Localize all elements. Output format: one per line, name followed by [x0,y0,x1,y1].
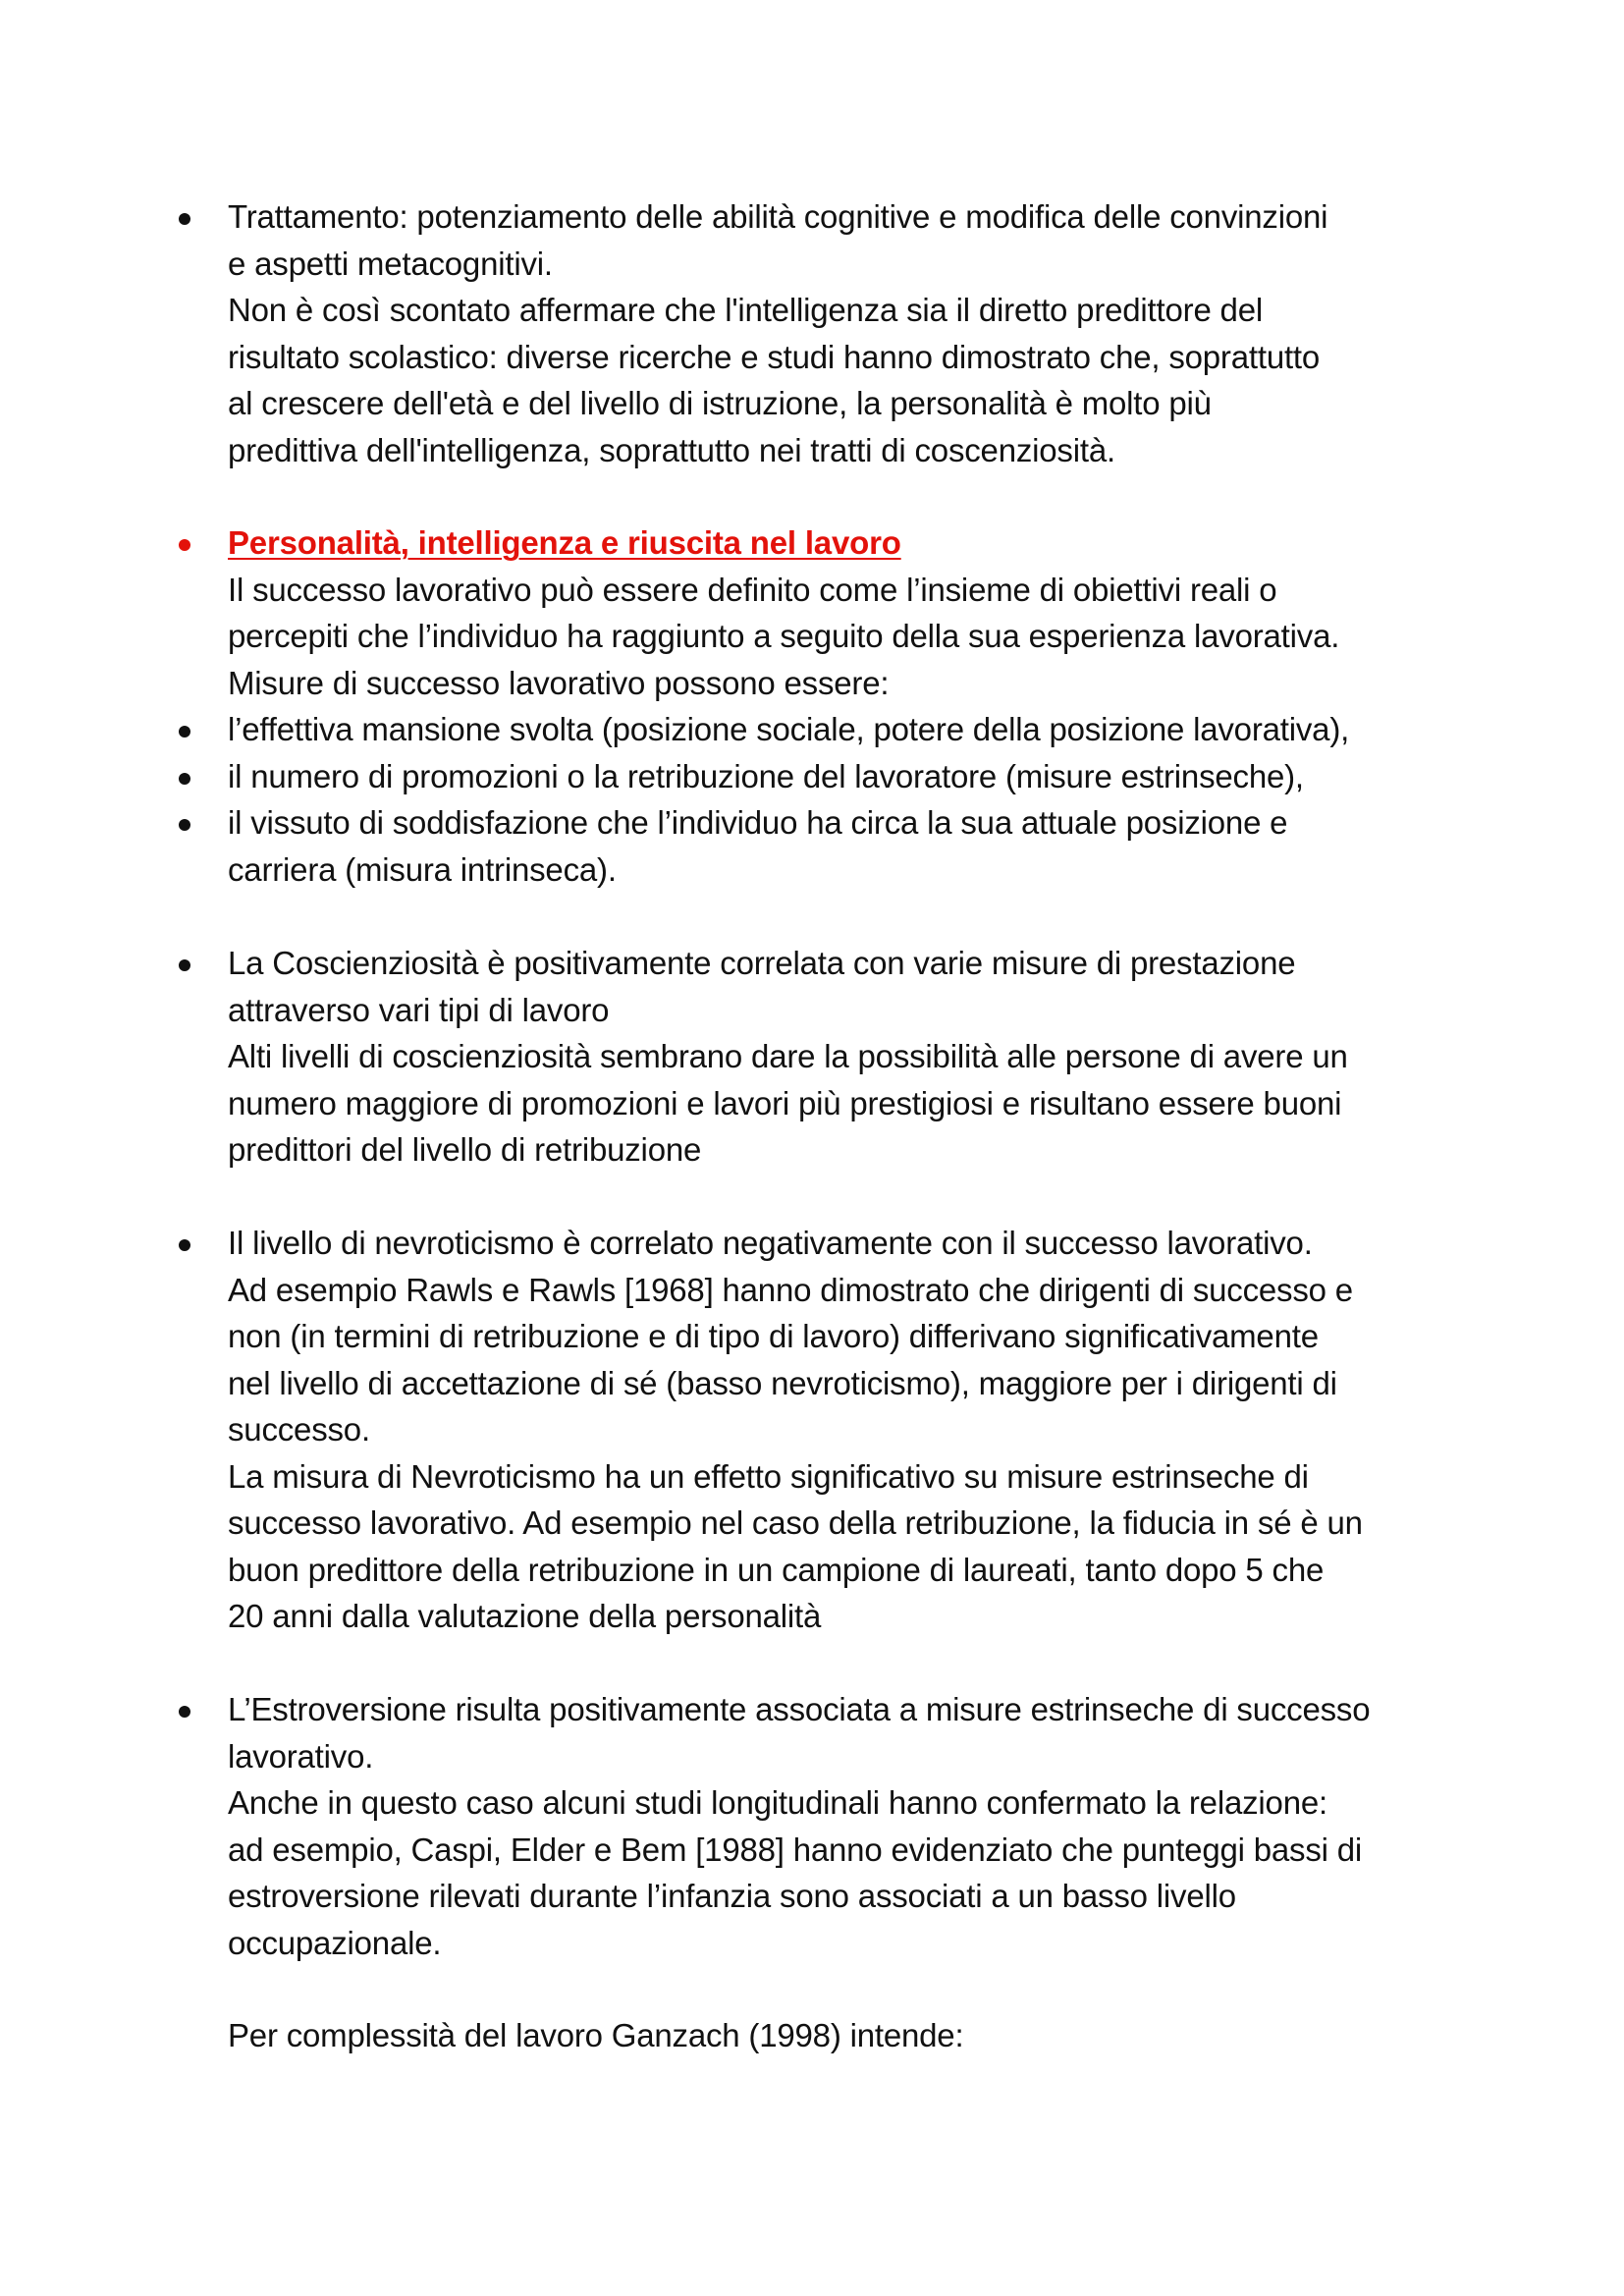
text-line: La misura di Nevroticismo ha un effetto significativo su misure estrinseche di [228,1457,1309,1495]
text-line: Ad esempio Rawls e Rawls [1968] hanno dimostrato che dirigenti di successo e [228,1271,1353,1308]
text-line: Non è così scontato affermare che l'intelligenza sia il diretto predittore del [228,292,1263,328]
text-line: carriera (misura intrinseca). [228,850,617,888]
paragraph-complessita [228,2012,1504,2059]
text-line: attraverso vari tipi di lavoro [228,991,610,1028]
text-line: Il livello di nevroticismo è correlato negativamente con il successo lavorativo. [228,1225,1313,1261]
text-line: il numero di promozioni o la retribuzione del lavoratore (misure estrinseche), [228,758,1304,794]
text-line: risultato scolastico: diverse ricerche e studi hanno dimostrato che, soprattutto [228,338,1321,375]
text-line: il vissuto di soddisfazione che l’individuo ha circa la sua attuale posizione e [228,804,1288,841]
bullet-icon [179,819,190,831]
text-line: La Coscienziosità è positivamente correlata con varie misure di prestazione [228,945,1296,981]
bullet-icon [179,1239,190,1251]
text-line: Anche in questo caso alcuni studi longitudinali hanno confermato la relazione: [228,1784,1327,1821]
text-line: nel livello di accettazione di sé (basso nevroticismo), maggiore per i dirigenti di [228,1364,1337,1401]
bullet-icon [179,213,190,225]
paragraph-coscienziosita [228,940,1504,1174]
bullet-icon [179,959,190,971]
paragraph-nevroticismo [228,1220,1504,1640]
bullet-icon [179,726,190,738]
bullet-icon [179,773,190,785]
text-line: lavorativo. [228,1737,374,1775]
text-line: occupazionale. [228,1924,442,1961]
text-line: al crescere dell'età e del livello di istruzione, la personalità è molto più [228,385,1212,421]
text-line: numero maggiore di promozioni e lavori più prestigiosi e risultano essere buoni [228,1084,1342,1121]
paragraph-trattamento [228,193,1504,473]
text-line: predittiva dell'intelligenza, soprattutto nei tratti di coscenziosità. [228,431,1115,468]
text-line: ad esempio, Caspi, Elder e Bem [1988] hanno evidenziato che punteggi bassi di [228,1831,1363,1868]
text-line: buon predittore della retribuzione in un campione di laureati, tanto dopo 5 che [228,1551,1325,1588]
text-line: estroversione rilevati durante l’infanzia sono associati a un basso livello [228,1878,1236,1914]
text-line: non (in termini di retribuzione e di tipo di lavoro) differivano significativamente [228,1318,1319,1354]
text-line: Il successo lavorativo può essere definito come l’insieme di obiettivi reali o [228,571,1277,608]
text-line: predittori del livello di retribuzione [228,1131,702,1168]
text-line: successo. [228,1411,370,1448]
text-line: L’Estroversione risulta positivamente associata a misure estrinseche di successo [228,1691,1371,1727]
list-item [228,753,1504,800]
text-line: Trattamento: potenziamento delle abilità cognitive e modifica delle convinzioni [228,198,1328,235]
text-line: successo lavorativo. Ad esempio nel caso della retribuzione, la fiducia in sé è un [228,1504,1363,1541]
text-line: l’effettiva mansione svolta (posizione sociale, potere della posizione lavorativa), [228,711,1350,747]
text-line: Alti livelli di coscienziosità sembrano dare la possibilità alle persone di avere un [228,1038,1348,1074]
section-heading: Personalità, intelligenza e riuscita nel lavoro [228,524,901,561]
list-item [228,706,1504,753]
text-line: Per complessità del lavoro Ganzach (1998) intende: [228,2017,964,2053]
text-line: Misure di successo lavorativo possono essere: [228,664,890,701]
list-item [228,799,1504,893]
text-line: 20 anni dalla valutazione della personalità [228,1598,822,1634]
bullet-icon [179,1706,190,1718]
paragraph-personalita [228,519,1504,706]
paragraph-estroversione [228,1686,1504,1966]
text-line: e aspetti metacognitivi. [228,245,553,282]
text-line: percepiti che l’individuo ha raggiunto a seguito della sua esperienza lavorativa. [228,618,1340,654]
bullet-icon [179,539,190,551]
